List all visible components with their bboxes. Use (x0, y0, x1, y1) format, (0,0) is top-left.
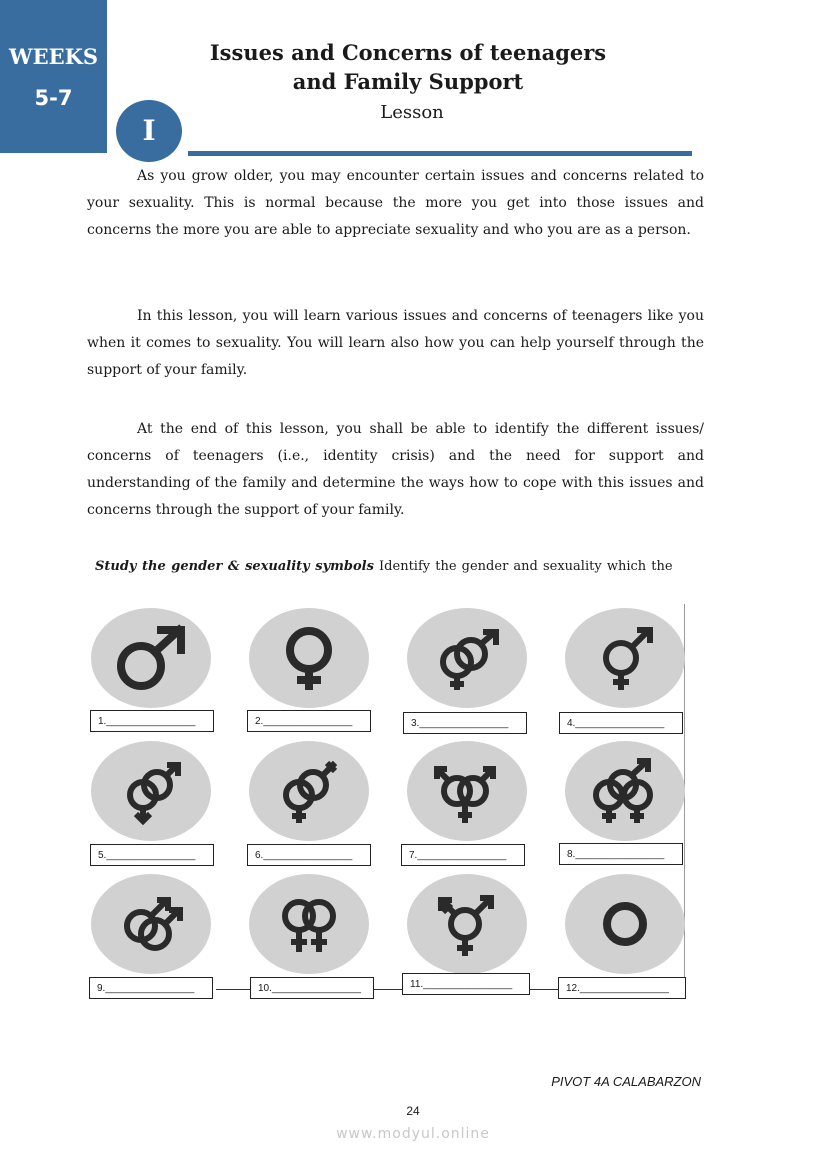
transgender-symbol-icon (407, 874, 527, 974)
answer-box-12[interactable]: 12.________________ (558, 977, 686, 999)
symbol-circle-3 (407, 608, 527, 708)
lesson-paragraph: In this lesson, you will learn various issues and concerns of teenagers like you when it comes to sexuality. You will learn also how you can help yourself through the support of your family. (87, 308, 704, 378)
answer-box-7[interactable]: 7.________________ (401, 844, 525, 866)
answer-box-11[interactable]: 11.________________ (402, 973, 530, 995)
symbol-circle-12 (565, 874, 685, 974)
symbol-circle-2 (249, 608, 369, 708)
section-badge: I (116, 100, 182, 162)
weeks-range: 5-7 (34, 86, 73, 110)
answer-box-1[interactable]: 1.________________ (90, 710, 214, 732)
answer-box-4[interactable]: 4.________________ (559, 712, 683, 734)
page-subtitle: Lesson (380, 102, 444, 123)
activity-lead: Study the gender & sexuality symbols (95, 559, 374, 574)
activity-text: Identify the gender and sexuality which the (379, 559, 673, 574)
answer-box-2[interactable]: 2.________________ (247, 710, 371, 732)
intro-paragraph: As you grow older, you may encounter certain issues and concerns related to your sexuality. This is normal because the more you get into those issues and concerns the more you are able to appreciate sexuality and who you are as a person. (87, 168, 704, 238)
bisexual-female-pair-symbol-icon (565, 741, 685, 841)
symbol-circle-9 (91, 874, 211, 974)
agender-circle-symbol-icon (565, 874, 685, 974)
answer-box-5[interactable]: 5.________________ (90, 844, 214, 866)
answer-box-10[interactable]: 10.________________ (250, 977, 374, 999)
source-footer: PIVOT 4A CALABARZON (551, 1074, 701, 1089)
objective-paragraph: At the end of this lesson, you shall be able to identify the different issues/ concerns of teenagers (i.e., identity crisis) and the need for support and understanding of the family and determine the ways how to cope with this issues and concerns through the support of your family. (87, 421, 704, 518)
lesbian-female-pair-symbol-icon (249, 874, 369, 974)
symbol-circle-8 (565, 741, 685, 841)
symbol-circle-11 (407, 874, 527, 974)
symbol-circle-7 (407, 741, 527, 841)
title-line-2: and Family Support (292, 69, 524, 94)
male-symbol-icon (91, 608, 211, 708)
intersex-symbol-icon (565, 608, 685, 708)
answer-box-6[interactable]: 6.________________ (247, 844, 371, 866)
answer-box-8[interactable]: 8.________________ (559, 843, 683, 865)
female-symbol-icon (249, 608, 369, 708)
weeks-label: WEEKS (8, 44, 98, 69)
symbol-circle-4 (565, 608, 685, 708)
gay-male-pair-symbol-icon (91, 874, 211, 974)
page-number: 24 (406, 1104, 420, 1118)
male-female-arrow-down-symbol-icon (91, 741, 211, 841)
answer-box-9[interactable]: 9.________________ (89, 977, 213, 999)
female-crossed-male-symbol-icon (249, 741, 369, 841)
answer-box-3[interactable]: 3.________________ (403, 712, 527, 734)
connector-line (530, 989, 558, 990)
heterosexual-symbol-icon (407, 608, 527, 708)
connector-line (216, 989, 250, 990)
watermark: www.modyul.online (336, 1126, 490, 1142)
symbol-circle-5 (91, 741, 211, 841)
connector-line (374, 989, 402, 990)
symbol-circle-1 (91, 608, 211, 708)
symbol-circle-6 (249, 741, 369, 841)
symbol-circle-10 (249, 874, 369, 974)
transgender-pair-symbol-icon (407, 741, 527, 841)
title-line-1: Issues and Concerns of teenagers (209, 40, 607, 65)
